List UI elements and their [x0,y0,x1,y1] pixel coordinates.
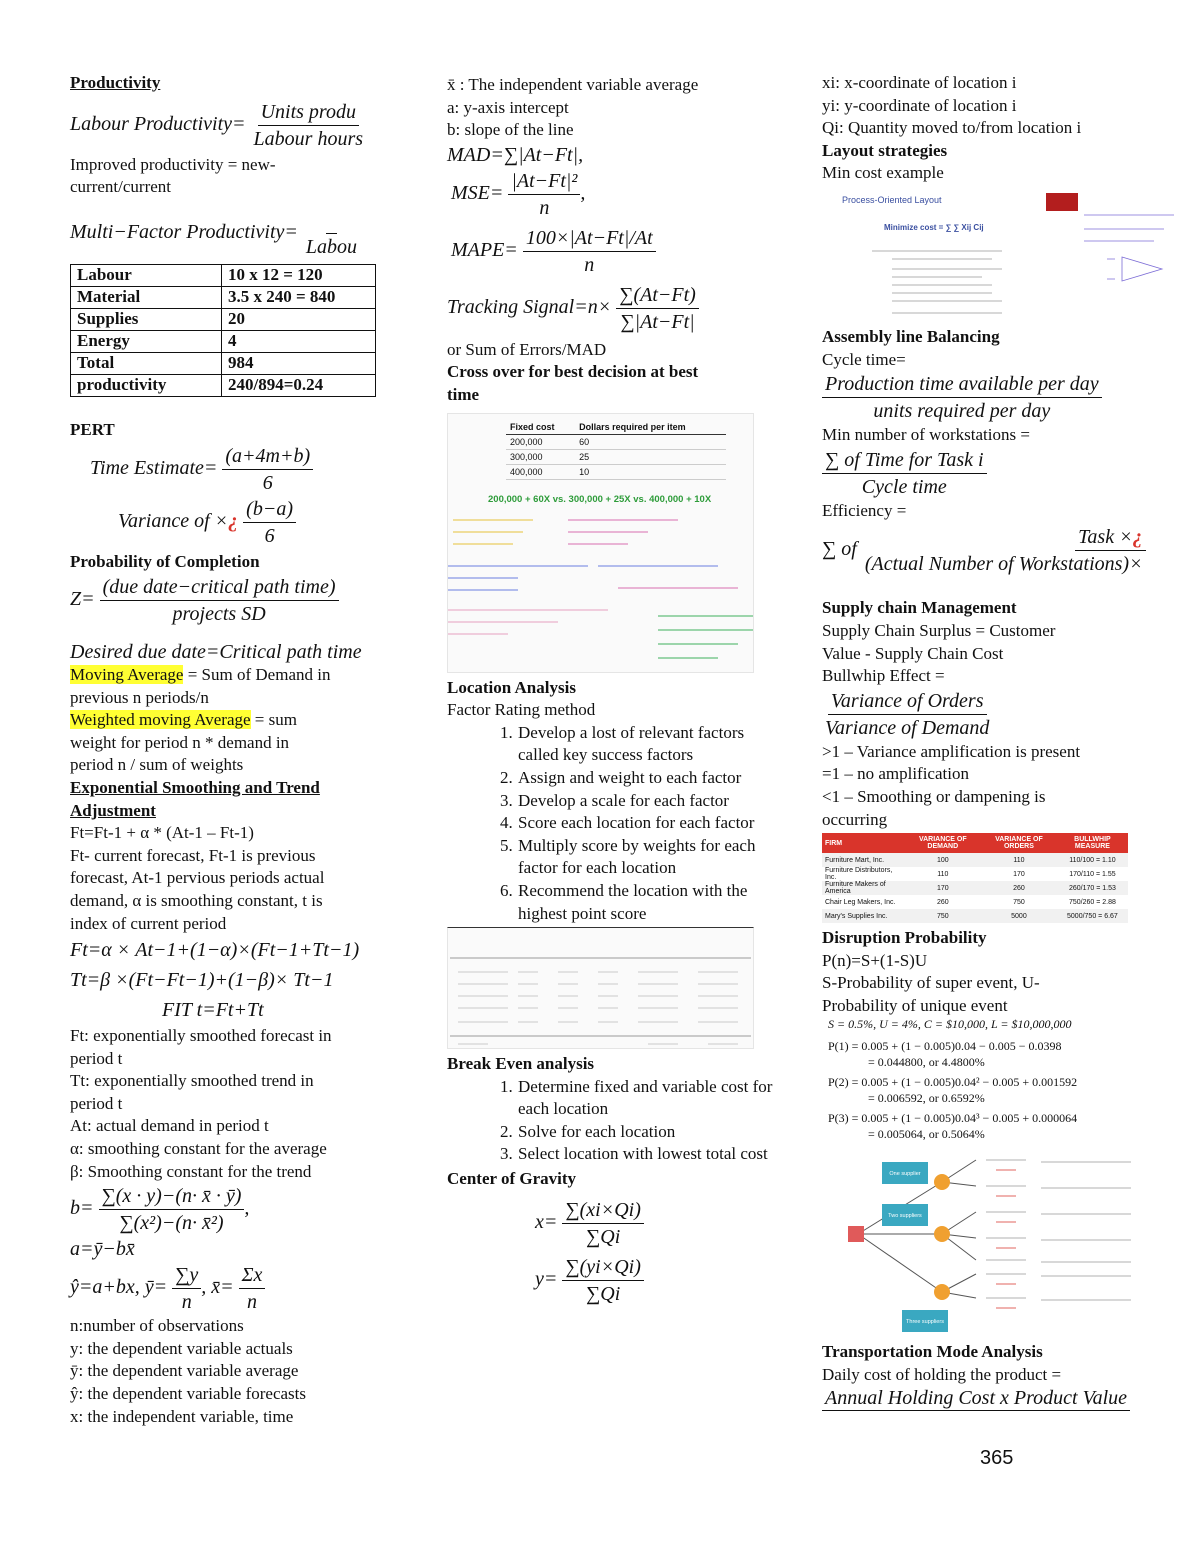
crossover-table-row [506,464,726,479]
productivity-table-cell: Total [71,352,222,374]
crossover-table-header: Fixed cost [510,421,555,432]
productivity-table-cell: Energy [71,330,222,352]
crossover-table-cell: 400,000 [510,466,543,477]
bullwhip-table-cell: Mary's Supplies Inc. [825,912,888,920]
productivity-table-cell: 4 [222,330,376,352]
factor-rating-step: 4. Score each location for each factor [517,812,787,835]
definition-line: β: Smoothing constant for the trend [70,1161,312,1181]
exp-smoothing-heading: Adjustment [70,800,156,820]
factor-rating-table-figure [447,927,754,1049]
bullwhip-table-cell: 170 [936,884,949,892]
bullwhip-rule: occurring [822,809,888,829]
bullwhip-table-cell: 5000 [1011,912,1027,920]
moving-average-line: previous n periods/n [70,687,209,707]
crossover-equation: 200,000 + 60X vs. 300,000 + 25X vs. 400,000 + 10X [488,493,712,505]
definition-line: At: actual demand in period t [70,1116,269,1136]
crossover-heading: Cross over for best decision at best [447,362,699,382]
layout-figure-title: Process-Oriented Layout [842,194,942,205]
bullwhip-eq: $\frac{\text{Variance of Orders}}{\text{Variance of Demand}}$ [825,689,990,739]
bullwhip-table-cell: 260/170 = 1.53 [1068,884,1116,892]
crossover-table-cell: 60 [579,436,590,447]
assembly-line-heading: Assembly line Balancing [822,326,1000,346]
mfp-eq: Multi−Factor Productivity= Labou [70,207,415,260]
layout-heading: Layout strategies [822,140,948,160]
productivity-heading: Productivity [70,73,161,92]
bullwhip-rule: <1 – Smoothing or dampening is [822,786,1046,806]
bullwhip-table-cell: 750 [936,912,949,920]
z-eq: Z= $\frac{\text{(due date−critical path time)}}{\text{projects SD}}$ [70,574,415,627]
crossover-table-cell: 300,000 [510,451,543,462]
improved-productivity-line: current/current [70,177,171,197]
productivity-table-cell: 240/894=0.24 [222,374,376,396]
transportation-heading: Transportation Mode Analysis [822,1342,1043,1362]
crossover-table-cell: 200,000 [510,436,543,447]
definition-line: period t [70,1093,123,1113]
productivity-table-cell: Supplies [71,308,222,330]
productivity-table-row [71,374,376,396]
tree-box-label: Three suppliers [906,1319,944,1326]
bullwhip-table-cell: 170/110 = 1.55 [1069,870,1116,878]
productivity-table-cell: 20 [222,308,376,330]
cycle-time-eq: $\frac{\text{Production time available per day}}{\text{units required per day}}$ [822,371,1182,424]
location-heading: Location Analysis [447,677,576,697]
exp-smoothing-desc: Ft- current forecast, Ft-1 is previous [70,845,316,865]
exp-smoothing-heading: Exponential Smoothing and Trend [70,777,320,797]
definition-line: x: the independent variable, time [70,1406,294,1426]
disruption-calcs: P(1) = 0.005 + (1 − 0.005)0.04 − 0.005 − 0.0398 = 0.044800, or 4.4800% P(2) = 0.005 + (1 − 0.005)0.04² − 0.005 + 0.001592 = 0.006592, or 0.6592% P(3) = 0.005 + (1 − 0.005)0.04³ − 0.005 + 0.000064 = 0.005064, or 0.5064% [828,1039,1078,1142]
factor-rating-step: 5. Multiply score by weights for each factor for each location [517,835,787,880]
bullwhip-table-cell: 110 [1013,856,1025,864]
definition-line: ŷ: the dependent variable forecasts [70,1384,307,1404]
bullwhip-table-cell: 750 [1013,898,1025,906]
decision-tree-figure [846,1152,1146,1337]
page-number: 365 [980,1447,1014,1469]
factor-rating-step: 3. Develop a scale for each factor [517,790,787,813]
efficiency-label: Efficiency = [822,500,907,520]
disruption-heading: Disruption Probability [822,928,987,948]
bullwhip-table-row [822,853,1128,867]
bullwhip-table-cell: Furniture Makers of America [825,881,886,896]
bullwhip-table-cell: 110/100 = 1.10 [1069,856,1116,864]
probability-heading: Probability of Completion [70,552,260,572]
bullwhip-table-cell: 260 [936,898,949,906]
bullwhip-table-cell: 170 [1013,870,1025,878]
crossover-figure [447,413,754,673]
cog-x-eq: x= $\frac{\sum(xi\times Qi)}{\sum Qi}$ [447,1197,767,1250]
factor-rating-steps [447,722,787,925]
productivity-table-row [71,352,376,374]
bullwhip-table-cell: 100 [936,856,949,864]
definition-line: Tt: exponentially smoothed trend in [70,1071,314,1091]
bullwhip-table-header: BULLWHIP MEASURE [1074,836,1111,851]
tree-box-label: One supplier [889,1171,921,1178]
min-cost-label: Min cost example [822,163,944,183]
bullwhip-table-cell: Chair Leg Makers, Inc. [825,898,896,906]
disruption-params: S = 0.5%, U = 4%, C = $10,000, L = $10,000,000 [828,1017,1072,1032]
definition-line: n:number of observations [70,1316,244,1336]
definition-line: Ft: exponentially smoothed forecast in [70,1026,332,1046]
bullwhip-table-header: VARIANCE OF ORDERS [995,836,1043,851]
productivity-table-cell: 3.5 x 240 = 840 [222,286,376,308]
definition-line: a: y-axis intercept [447,97,569,117]
column-3 [822,70,1182,1411]
factor-rating-table [448,928,753,1048]
crossover-table-cell: 25 [579,451,590,462]
productivity-table [70,264,376,397]
tracking-signal-eq: Tracking Signal=n× $\frac{\sum(At-Ft)}{\sum|At-Ft|}$ [447,282,767,335]
productivity-table-cell: Labour [71,264,222,286]
definition-line: xi: x-coordinate of location i [822,73,1017,92]
crossover-table-row [506,434,726,449]
slope-b-eq: b= $\frac{\sum(x \cdot y)-(n\cdot x̄ \cdot ȳ)}{\text{∑(x²)−(n· x̄²)}}$ , [70,1185,250,1235]
exp-smoothing-desc: forecast, At-1 pervious periods actual [70,868,325,888]
column-2 [447,70,773,1307]
workstations-eq: $\frac{\text{∑ of Time for Task i}}{\text{Cycle time}}$ [822,447,1182,500]
disruption-formula: P(n)=S+(1-S)U [822,950,928,970]
productivity-table-cell: productivity [71,374,222,396]
factor-rating-label: Factor Rating method [447,700,596,720]
definition-line: b: slope of the line [447,120,574,140]
bullwhip-table-row [822,909,1128,923]
chance-node [934,1174,950,1190]
mse-eq: MSE= $\frac{\text{|At−Ft|²}}{n}$ , [451,169,586,219]
bullwhip-table-row [822,895,1128,909]
min-workstations-label: Min number of workstations = [822,425,1030,445]
improved-productivity-line: Improved productivity = new- [70,154,276,174]
chance-node [934,1284,950,1300]
definition-line: x̄ : The independent variable average [447,75,699,94]
definition-line: period t [70,1048,123,1068]
yhat-eq: ŷ=a+bx, ȳ= $\frac{\sum y}{n}$ , x̄= $\frac{\Sigma x}{n}$ [70,1262,415,1315]
moving-average-line: Moving Average = Sum of Demand in [70,664,331,684]
decision-node [848,1226,864,1242]
supply-chain-heading: Supply chain Management [822,598,1017,618]
daily-cost-label: Daily cost of holding the product = [822,1365,1062,1385]
bullwhip-rule: =1 – no amplification [822,764,969,784]
supply-chain-line: Supply Chain Surplus = Customer [822,620,1056,640]
break-even-step: 2. Solve for each location [517,1121,787,1144]
definition-line: Qi: Quantity moved to/from location i [822,118,1082,138]
layout-figure [822,189,1174,324]
time-estimate-eq: Time Estimate= $\frac{(a+4m+b)}{6}$ [70,443,415,496]
definition-line: y: the dependent variable actuals [70,1338,293,1358]
tree-box-label: Two suppliers [888,1213,922,1220]
crossover-table-row [506,449,726,464]
productivity-table-row [71,308,376,330]
tt-eq: Tt=β ×(Ft−Ft−1)+(1−β)× Tt−1 [70,969,334,992]
efficiency-eq: ∑ of $\frac{\text{Task ×¿}}{\text{(Actual Number of Workstations)×}}$ [822,524,1182,577]
bullwhip-table-cell: 260 [1013,884,1025,892]
bullwhip-table-row [822,881,1128,895]
bullwhip-label: Bullwhip Effect = [822,666,945,686]
desired-due-date-eq: Desired due date=Critical path time [70,640,362,663]
factor-rating-step: 2. Assign and weight to each factor [517,767,787,790]
bullwhip-table-cell: Furniture Distributors, Inc. [825,867,893,882]
cycle-time-label: Cycle time= [822,349,906,369]
layout-notes-scribble [822,189,1174,324]
cog-y-eq: y= $\frac{\sum(yi\times Qi)}{\sum Qi}$ [447,1254,767,1307]
disruption-line: S-Probability of super event, U- [822,973,1040,993]
bullwhip-table-row [822,867,1128,881]
holding-cost-eq: Annual Holding Cost x Product Value [822,1387,1130,1411]
definition-line: yi: y-coordinate of location i [822,95,1017,115]
labour-productivity-eq: Labour Productivity= $\frac{\text{Units produ}}{\text{Labour hours}}$ [70,100,364,150]
exp-smoothing-desc: index of current period [70,913,227,933]
sum-errors-line: or Sum of Errors/MAD [447,339,607,359]
productivity-table-cell: Material [71,286,222,308]
mape-eq: MAPE= $\frac{100\times|At-Ft|/At}{n}$ [447,225,767,278]
productivity-table-row [71,330,376,352]
productivity-table-row [71,286,376,308]
crossover-table-header: Dollars required per item [579,421,686,432]
crossover-table-cell: 10 [579,466,590,477]
productivity-table-cell: 984 [222,352,376,374]
handwritten-notes-scribble [448,514,753,664]
chance-node [934,1226,950,1242]
bullwhip-table-header: VARIANCE OF DEMAND [918,836,967,851]
weighted-ma-line: period n / sum of weights [70,755,244,775]
break-even-step: 1. Determine fixed and variable cost for each location [517,1076,787,1121]
fit-eq: FIT t=Ft+Tt [162,999,264,1022]
crossover-heading: time [447,384,480,404]
break-even-step: 3. Select location with lowest total cost [517,1143,787,1166]
pert-heading: PERT [70,419,115,439]
center-of-gravity-heading: Center of Gravity [447,1169,577,1189]
bullwhip-table-cell: 110 [937,870,949,878]
supply-chain-line: Value - Supply Chain Cost [822,643,1004,663]
bullwhip-table-header: FIRM [825,839,843,847]
bullwhip-table [822,833,1128,923]
weighted-ma-line: Weighted moving Average = sum [70,710,297,730]
bullwhip-table-cell: Furniture Mart, Inc. [825,856,885,864]
disruption-line: Probability of unique event [822,995,1008,1015]
bullwhip-table-cell: 5000/750 = 6.67 [1067,912,1118,920]
productivity-table-row [71,264,376,286]
break-even-steps [447,1076,787,1166]
bullwhip-rule: >1 – Variance amplification is present [822,741,1081,761]
column-1 [70,70,415,1428]
factor-rating-step: 6. Recommend the location with the highest point score [517,880,787,925]
bullwhip-table-cell: 750/260 = 2.88 [1068,898,1116,906]
intercept-a-eq: a=ȳ−bx̄ [70,1238,135,1261]
factor-rating-step: 1. Develop a lost of relevant factors called key success factors [517,722,787,767]
exp-smoothing-formula: Ft=Ft-1 + α * (At-1 – Ft-1) [70,823,254,843]
variance-eq: Variance of ×¿ $\frac{(b-a)}{6}$ [70,496,415,549]
ft-eq: Ft=α × At−1+(1−α)×(Ft−1+Tt−1) [70,939,360,962]
crossover-table [506,420,726,480]
productivity-table-cell: 10 x 12 = 120 [222,264,376,286]
break-even-heading: Break Even analysis [447,1054,595,1074]
definition-line: α: smoothing constant for the average [70,1139,327,1159]
mad-eq: MAD=∑|At−Ft|, [447,143,584,166]
layout-figure-equation: Minimize cost = ∑ ∑ Xij Cij [884,222,984,232]
decision-tree [846,1152,1146,1337]
weighted-ma-line: weight for period n * demand in [70,732,290,752]
definition-line: ȳ: the dependent variable average [70,1361,299,1381]
exp-smoothing-desc: demand, α is smoothing constant, t is [70,890,323,910]
